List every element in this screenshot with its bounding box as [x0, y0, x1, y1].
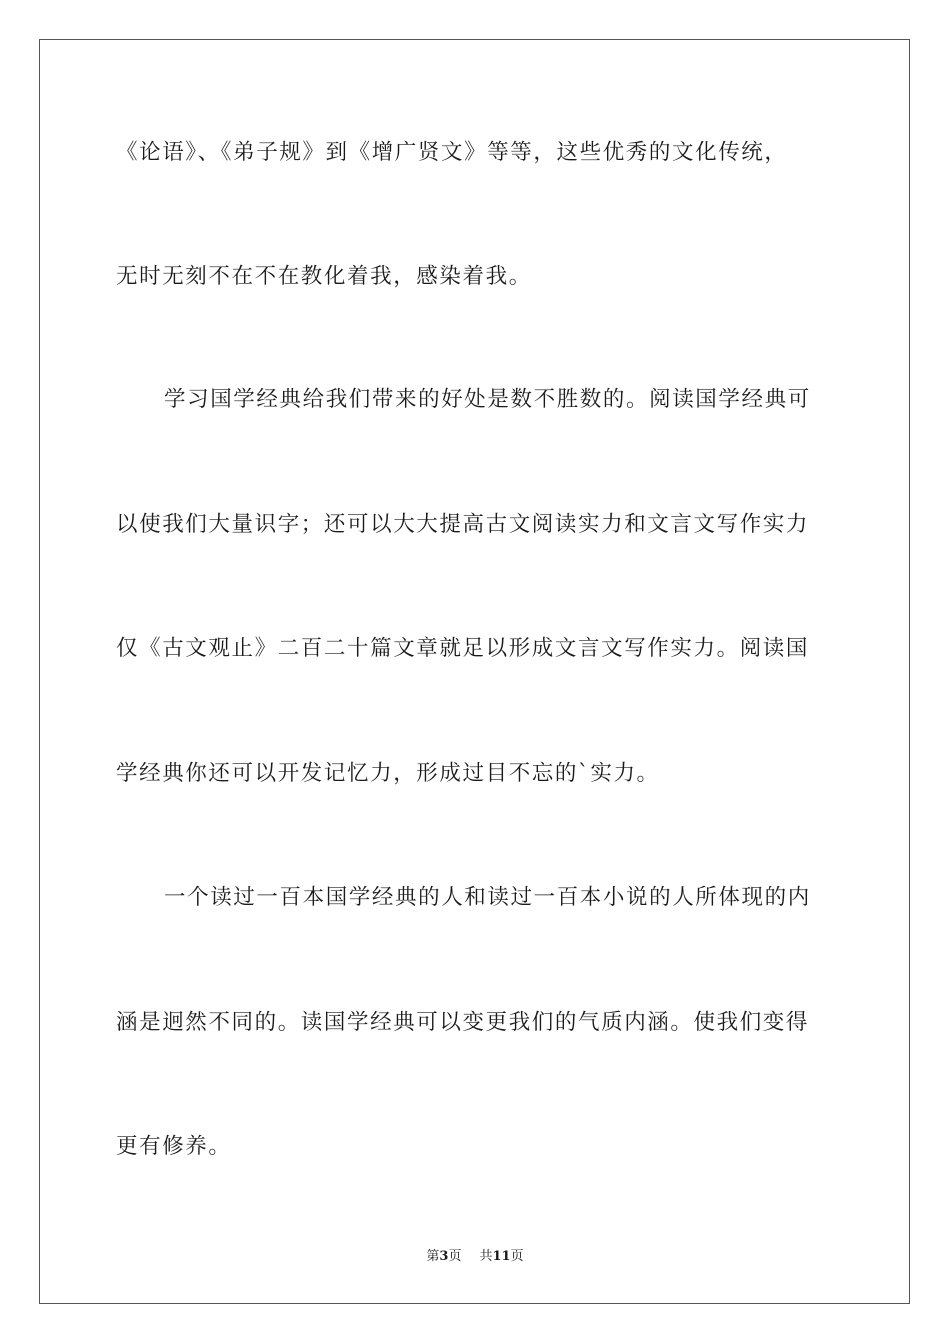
- footer-total-pages: 11: [492, 1249, 511, 1264]
- body-text-line: 无时无刻不在不在教化着我，感染着我。: [116, 264, 532, 289]
- body-text-line: 学经典你还可以开发记忆力，形成过目不忘的`实力。: [116, 761, 660, 786]
- footer-page-number: 3: [439, 1249, 449, 1264]
- body-text-line: 涵是迥然不同的。读国学经典可以变更我们的气质内涵。使我们变得: [116, 1010, 810, 1035]
- page-border: [39, 39, 910, 1304]
- body-text-line: 仅《古文观止》二百二十篇文章就足以形成文言文写作实力。阅读国: [116, 636, 810, 661]
- footer-page-prefix: 第: [426, 1249, 440, 1264]
- body-text-line: 更有修养。: [116, 1134, 232, 1159]
- footer-total-prefix: 共: [479, 1249, 493, 1264]
- body-text-line: 《论语》、《弟子规》到《增广贤文》等等，这些优秀的文化传统，: [116, 140, 788, 165]
- paragraph-first-line: 学习国学经典给我们带来的好处是数不胜数的。阅读国学经典可: [164, 387, 811, 412]
- body-text-line: 以使我们大量识字；还可以大大提高古文阅读实力和文言文写作实力: [116, 512, 810, 537]
- paragraph-first-line: 一个读过一百本国学经典的人和读过一百本小说的人所体现的内: [164, 885, 811, 910]
- footer-total-suffix: 页: [510, 1249, 524, 1264]
- page-footer: [0, 1248, 950, 1266]
- footer-page-suffix: 页: [448, 1249, 462, 1264]
